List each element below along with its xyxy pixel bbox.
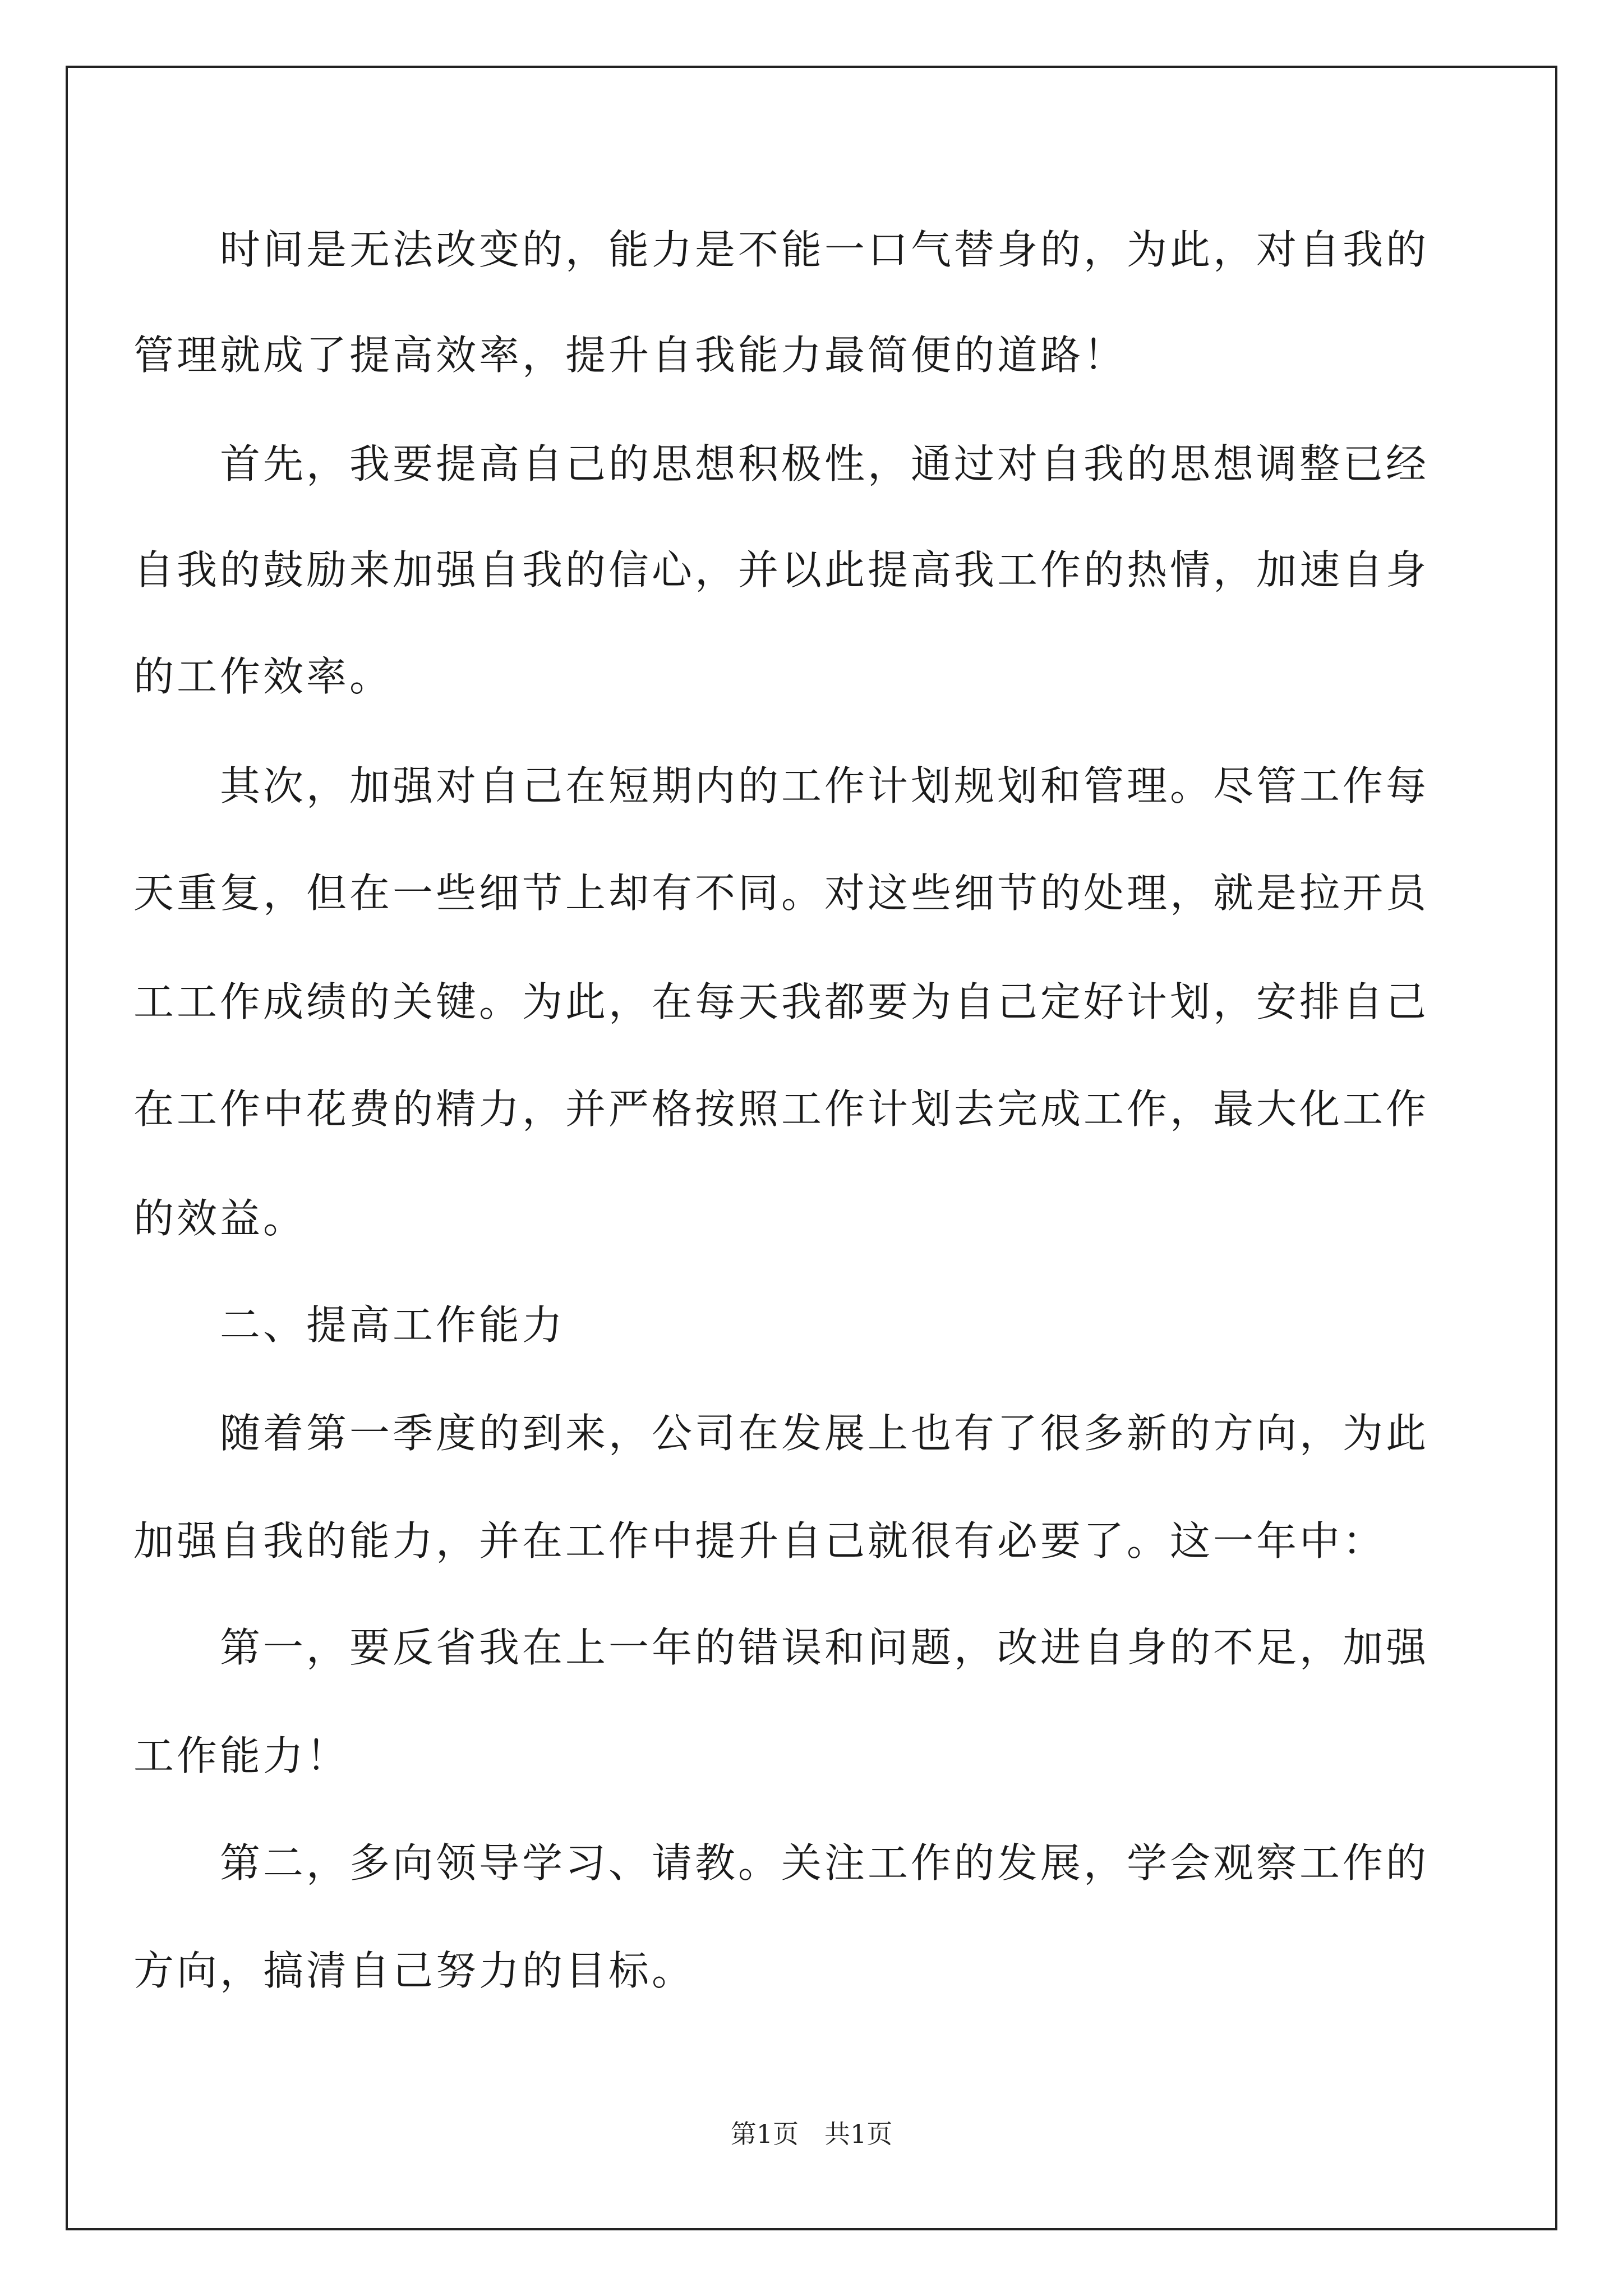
text-line: 首先，我要提高自己的思想积极性，通过对自我的思想调整已经 <box>133 440 1430 487</box>
text-line: 的效益。 <box>133 1195 307 1242</box>
text-line: 的工作效率。 <box>133 653 393 700</box>
text-line: 随着第一季度的到来，公司在发展上也有了很多新的方向，为此 <box>133 1410 1430 1457</box>
page-number-footer: 第1页 共1页 <box>730 2119 893 2149</box>
text-line: 管理就成了提高效率，提升自我能力最简便的道路！ <box>133 332 1127 379</box>
text-line: 第二，多向领导学习、请教。关注工作的发展，学会观察工作的 <box>133 1839 1430 1887</box>
text-line: 工作能力！ <box>133 1732 350 1779</box>
text-line: 天重复，但在一些细节上却有不同。对这些细节的处理，就是拉开员 <box>133 869 1430 917</box>
text-line: 其次，加强对自己在短期内的工作计划规划和管理。尽管工作每 <box>133 762 1430 809</box>
page-border <box>66 66 1557 2230</box>
text-line: 在工作中花费的精力，并严格按照工作计划去完成工作，最大化工作 <box>133 1085 1430 1133</box>
text-line: 自我的鼓励来加强自我的信心，并以此提高我工作的热情，加速自身 <box>133 546 1430 593</box>
text-line: 工工作成绩的关键。为此，在每天我都要为自己定好计划，安排自己 <box>133 978 1430 1025</box>
text-line: 时间是无法改变的，能力是不能一口气替身的，为此，对自我的 <box>133 226 1430 273</box>
text-line: 加强自我的能力，并在工作中提升自己就很有必要了。这一年中： <box>133 1517 1386 1565</box>
text-line: 方向，搞清自己努力的目标。 <box>133 1947 695 1994</box>
section-heading: 二、提高工作能力 <box>133 1301 566 1349</box>
text-line: 第一，要反省我在上一年的错误和问题，改进自身的不足，加强 <box>133 1624 1430 1671</box>
